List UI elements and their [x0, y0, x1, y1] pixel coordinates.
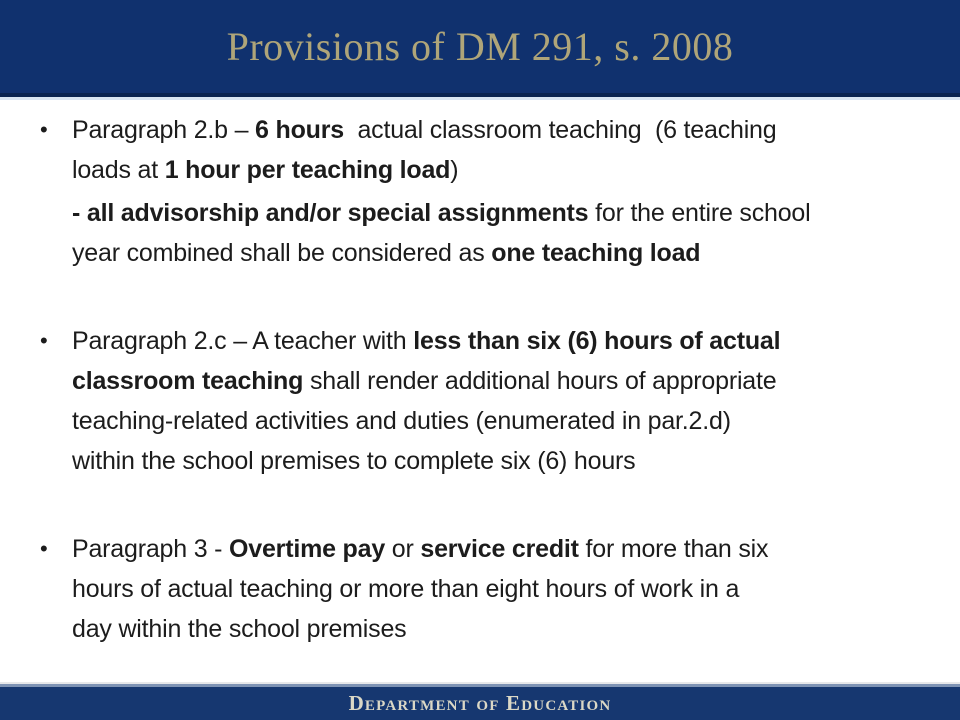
footer-text: Department of Education — [348, 691, 612, 715]
text-segment: Paragraph 2.c – A teacher with — [72, 327, 414, 355]
footer-band — [0, 687, 960, 720]
text-segment: actual classroom teaching (6 teaching — [343, 116, 777, 144]
text-segment: 1 hour per teaching load — [164, 156, 451, 184]
bullet-marker: • — [40, 536, 48, 561]
text-line — [72, 150, 940, 190]
sub-paragraph — [40, 193, 940, 273]
bullet-text — [72, 321, 940, 481]
text-line — [72, 401, 940, 441]
bullet-item — [40, 321, 940, 481]
text-segment: one teaching load — [491, 239, 701, 267]
bullet-item — [40, 110, 940, 190]
text-segment: loads at — [72, 156, 165, 184]
slide-body — [0, 100, 960, 682]
text-line — [72, 321, 940, 361]
bullet-text — [72, 529, 940, 649]
text-segment: 6 hours — [255, 116, 344, 144]
slide-footer — [0, 682, 960, 720]
text-segment: teaching-related activities and duties (enumerated in par.2.d) — [72, 407, 731, 435]
text-segment: less than six (6) hours of actual — [413, 327, 781, 355]
text-line — [72, 110, 940, 150]
text-segment: - all advisorship and/or special assignments — [72, 199, 589, 227]
text-segment: Overtime pay — [229, 535, 386, 563]
bullet-marker-empty — [40, 193, 72, 273]
text-segment: classroom teaching — [72, 367, 304, 395]
text-segment: within the school premises to complete six (6) hours — [72, 447, 636, 475]
text-segment: for more than six — [578, 535, 769, 563]
text-segment: hours of actual teaching or more than eight hours of work in a — [72, 575, 740, 603]
bullet-item — [40, 529, 940, 649]
slide-title: Provisions of DM 291, s. 2008 — [226, 24, 734, 69]
text-segment: year combined shall be considered as — [72, 239, 492, 267]
text-line — [72, 441, 940, 481]
text-line — [72, 361, 940, 401]
text-segment: ) — [450, 156, 459, 184]
slide-header — [0, 0, 960, 100]
text-segment: or — [385, 535, 421, 563]
text-segment: for the entire school — [588, 199, 811, 227]
text-line — [72, 529, 940, 569]
bullet-text — [72, 193, 940, 273]
text-line — [72, 233, 940, 273]
bullet-text — [72, 110, 940, 190]
text-segment: day within the school premises — [72, 615, 407, 643]
bullet-marker: • — [40, 117, 48, 142]
text-line — [72, 193, 940, 233]
text-segment: shall render additional hours of appropriate — [303, 367, 777, 395]
text-line — [72, 609, 940, 649]
text-segment: Paragraph 3 - — [72, 535, 230, 563]
text-line — [72, 569, 940, 609]
bullet-marker: • — [40, 328, 48, 353]
text-segment: Paragraph 2.b – — [72, 116, 256, 144]
text-segment: service credit — [420, 535, 579, 563]
